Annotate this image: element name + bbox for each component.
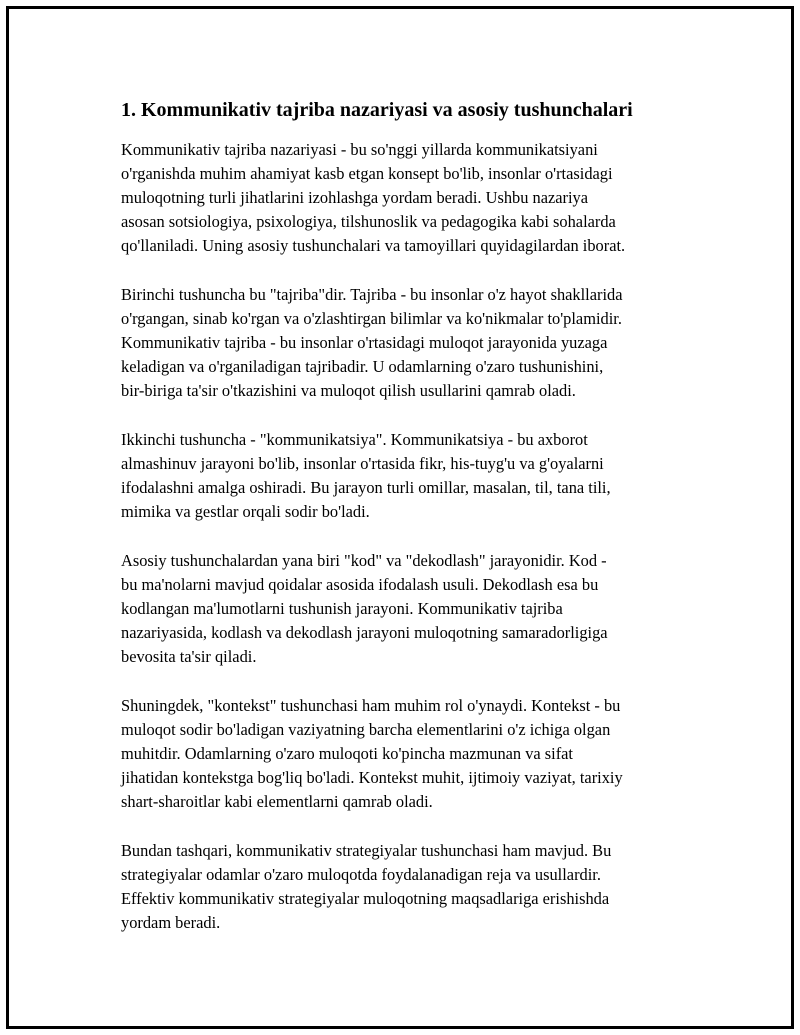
paragraph-line: bir-biriga ta'sir o'tkazishini va muloqot qilish usullarini qamrab oladi. bbox=[121, 381, 576, 400]
paragraph-line: almashinuv jarayoni bo'lib, insonlar o'rtasida fikr, his-tuyg'u va g'oyalarni bbox=[121, 454, 604, 473]
paragraph-5 bbox=[121, 694, 691, 814]
paragraph-1 bbox=[121, 138, 691, 258]
section-title: 1. Kommunikativ tajriba nazariyasi va asosiy tushunchalari bbox=[121, 99, 633, 121]
paragraph-line: muhitdir. Odamlarning o'zaro muloqoti ko'pincha mazmunan va sifat bbox=[121, 744, 573, 763]
paragraph-line: Asosiy tushunchalardan yana biri "kod" va "dekodlash" jarayonidir. Kod - bbox=[121, 551, 607, 570]
paragraph-line: Kommunikativ tajriba - bu insonlar o'rtasidagi muloqot jarayonida yuzaga bbox=[121, 333, 608, 352]
paragraph-line: nazariyasida, kodlash va dekodlash jarayoni muloqotning samaradorligiga bbox=[121, 623, 608, 642]
paragraph-line: Ikkinchi tushuncha - "kommunikatsiya". Kommunikatsiya - bu axborot bbox=[121, 430, 588, 449]
paragraph-line: kodlangan ma'lumotlarni tushunish jarayoni. Kommunikativ tajriba bbox=[121, 599, 563, 618]
paragraph-line: o'rgangan, sinab ko'rgan va o'zlashtirgan bilimlar va ko'nikmalar to'plamidir. bbox=[121, 309, 622, 328]
paragraph-line: strategiyalar odamlar o'zaro muloqotda foydalanadigan reja va usullardir. bbox=[121, 865, 601, 884]
paragraph-3 bbox=[121, 428, 691, 524]
paragraph-line: Effektiv kommunikativ strategiyalar muloqotning maqsadlariga erishishda bbox=[121, 889, 610, 908]
paragraph-line: ifodalashni amalga oshiradi. Bu jarayon turli omillar, masalan, til, tana tili, bbox=[121, 478, 611, 497]
paragraph-line: keladigan va o'rganiladigan tajribadir. U odamlarning o'zaro tushunishini, bbox=[121, 357, 604, 376]
paragraph-line: Shuningdek, "kontekst" tushunchasi ham muhim rol o'ynaydi. Kontekst - bu bbox=[121, 696, 621, 715]
paragraph-line: Birinchi tushuncha bu "tajriba"dir. Tajriba - bu insonlar o'z hayot shakllarida bbox=[121, 285, 623, 304]
paragraph-line: muloqotning turli jihatlarini izohlashga yordam beradi. Ushbu nazariya bbox=[121, 188, 589, 207]
document-body bbox=[121, 97, 691, 960]
paragraph-line: bevosita ta'sir qiladi. bbox=[121, 647, 257, 666]
paragraph-line: yordam beradi. bbox=[121, 913, 221, 932]
paragraph-2 bbox=[121, 283, 691, 403]
paragraph-line: qo'llaniladi. Uning asosiy tushunchalari va tamoyillari quyidagilardan iborat. bbox=[121, 236, 626, 255]
paragraph-line: mimika va gestlar orqali sodir bo'ladi. bbox=[121, 502, 370, 521]
paragraph-line: o'rganishda muhim ahamiyat kasb etgan konsept bo'lib, insonlar o'rtasidagi bbox=[121, 164, 613, 183]
paragraph-line: Bundan tashqari, kommunikativ strategiyalar tushunchasi ham mavjud. Bu bbox=[121, 841, 612, 860]
paragraph-4 bbox=[121, 549, 691, 669]
paragraph-line: bu ma'nolarni mavjud qoidalar asosida ifodalash usuli. Dekodlash esa bu bbox=[121, 575, 599, 594]
paragraph-line: jihatidan kontekstga bog'liq bo'ladi. Kontekst muhit, ijtimoiy vaziyat, tarixiy bbox=[121, 768, 623, 787]
paragraph-line: shart-sharoitlar kabi elementlarni qamrab oladi. bbox=[121, 792, 433, 811]
paragraph-6 bbox=[121, 839, 691, 935]
paragraph-line: asosan sotsiologiya, psixologiya, tilshunoslik va pedagogika kabi sohalarda bbox=[121, 212, 616, 231]
paragraph-line: muloqot sodir bo'ladigan vaziyatning barcha elementlarini o'z ichiga olgan bbox=[121, 720, 611, 739]
paragraph-line: Kommunikativ tajriba nazariyasi - bu so'nggi yillarda kommunikatsiyani bbox=[121, 140, 598, 159]
page-frame bbox=[6, 6, 794, 1029]
